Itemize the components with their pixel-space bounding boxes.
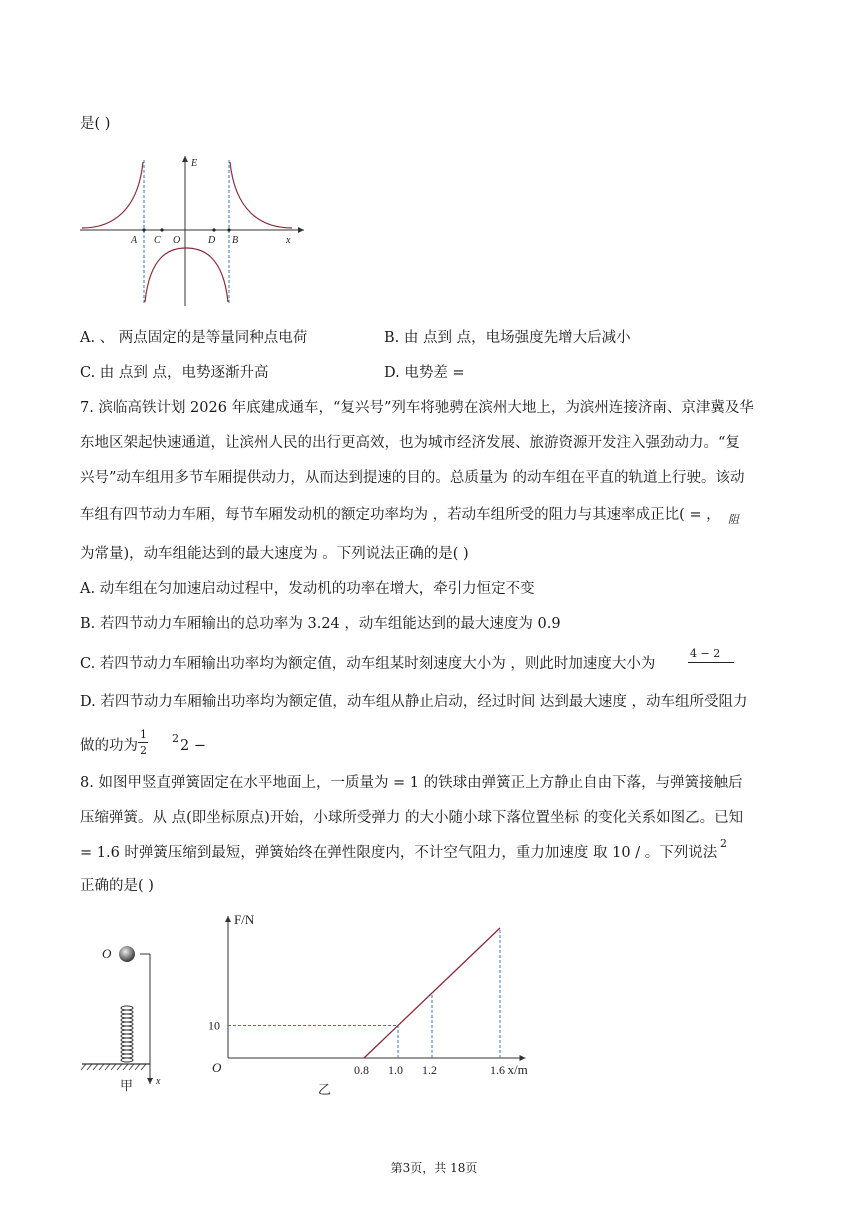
q7-stem-line-4: 车组有四节动力车厢，每节车厢发动机的额定功率均为 ，若动车组所受的阻力与其速率成正比( = ， (80, 507, 721, 523)
q8-stem-line-3: = 1.6 时弹簧压缩到最短，弹簧始终在弹性限度内，不计空气阻力，重力加速度 取 10 / 。下列说法 (80, 845, 718, 861)
ball-icon (119, 946, 135, 962)
q6-label-d: D (208, 235, 216, 246)
q6-option-b: B. 由 点到 点，电场强度先增大后减小 (384, 330, 631, 346)
chart-x-tick-3: 1.6 (490, 1063, 505, 1077)
q6-curve-middle (145, 248, 228, 302)
ground-hatching (81, 1064, 146, 1070)
chart-x-tick-0: 0.8 (354, 1063, 369, 1077)
q7-option-c-fraction-bar (688, 662, 734, 663)
q7-option-a: A. 动车组在匀加速启动过程中，发动机的功率在增大，牵引力恒定不变 (80, 581, 535, 597)
q7-option-d-half-den: 2 (140, 744, 147, 757)
q6-e-field-figure (78, 150, 310, 310)
q7-stem-line-5: 为常量)，动车组能达到的最大速度为 。下列说法正确的是( ) (80, 546, 469, 562)
q7-subscript-zu: 阻 (728, 513, 739, 526)
q6-option-d: D. 电势差 = (384, 365, 465, 381)
q6-label-a: A (131, 235, 138, 246)
q6-label-c: C (154, 235, 161, 246)
q6-option-a: A. 、 两点固定的是等量同种点电荷 (80, 330, 308, 346)
q7-stem-line-1: 7. 滨临高铁计划 2026 年底建成通车，“复兴号”列车将驰骋在滨州大地上，为滨州连接济南、京津冀及华 (80, 400, 754, 416)
q6-label-b: B (232, 235, 239, 246)
chart-x-tick-1: 1.0 (388, 1063, 403, 1077)
continuation-text: 是( ) (80, 116, 111, 132)
q8-chart-caption: 乙 (318, 1082, 332, 1097)
q8-spring-caption: 甲 (120, 1078, 134, 1093)
chart-origin-label: O (212, 1060, 222, 1075)
page-footer: 第3页，共 18页 (390, 1161, 478, 1175)
q6-label-o: O (173, 235, 181, 246)
q8-spring-label-x: x (156, 1076, 161, 1087)
chart-series-line-0 (364, 928, 500, 1058)
spring-icon (121, 1006, 133, 1062)
q6-curve-right (230, 162, 292, 228)
q6-label-x: x (286, 235, 291, 246)
chart-x-label: x/m (507, 1062, 528, 1077)
q7-option-b: B. 若四节动力车厢输出的总功率为 3.24 ，动车组能达到的最大速度为 0.9 (80, 616, 561, 632)
q7-option-d-line-2: 做的功为 (80, 738, 138, 754)
q6-label-e: E (191, 158, 198, 169)
chart-y-tick-0: 10 (208, 1018, 220, 1033)
q8-spring-figure (78, 934, 178, 1094)
q8-force-position-chart (200, 908, 528, 1098)
chart-x-tick-2: 1.2 (422, 1063, 437, 1077)
q7-option-d-exp: 2 (172, 732, 179, 745)
q7-stem-line-3: 兴号”动车组用多节车厢提供动力，从而达到提速的目的。总质量为 的动车组在平直的轨道上行驶。该动 (80, 470, 745, 486)
q8-stem-line-4: 正确的是( ) (80, 878, 154, 894)
q7-option-d-half-bar (138, 742, 148, 743)
q8-stem-line-1: 8. 如图甲竖直弹簧固定在水平地面上，一质量为 = 1 的铁球由弹簧正上方静止自由下落，与弹簧接触后 (80, 775, 743, 791)
q6-curve-left (82, 162, 143, 228)
q8-stem-line-2: 压缩弹簧。从 点(即坐标原点)开始，小球所受弹力 的大小随小球下落位置坐标 的变化关系如图乙。已知 (80, 810, 744, 826)
q7-option-d-half-num: 1 (140, 728, 147, 741)
q7-option-d-line-1: D. 若四节动力车厢输出功率均为额定值，动车组从静止启动，经过时间 达到最大速度 ，动车组所受阻力 (80, 694, 748, 710)
q8-stem-superscript: 2 (720, 837, 727, 850)
q7-option-c-fraction: 4 − 2 (690, 647, 721, 660)
chart-y-label: F/N (234, 912, 255, 927)
q6-option-c: C. 由 点到 点，电势逐渐升高 (80, 365, 269, 381)
q7-stem-line-2: 东地区架起快速通道，让滨州人民的出行更高效，也为城市经济发展、旅游资源开发注入强劲动力。“复 (80, 435, 740, 451)
q8-spring-label-o: O (102, 946, 112, 961)
q7-option-d-tail: 2 − (180, 738, 206, 754)
q7-option-c: C. 若四节动力车厢输出功率均为额定值，动车组某时刻速度大小为 ，则此时加速度大小为 (80, 656, 656, 672)
